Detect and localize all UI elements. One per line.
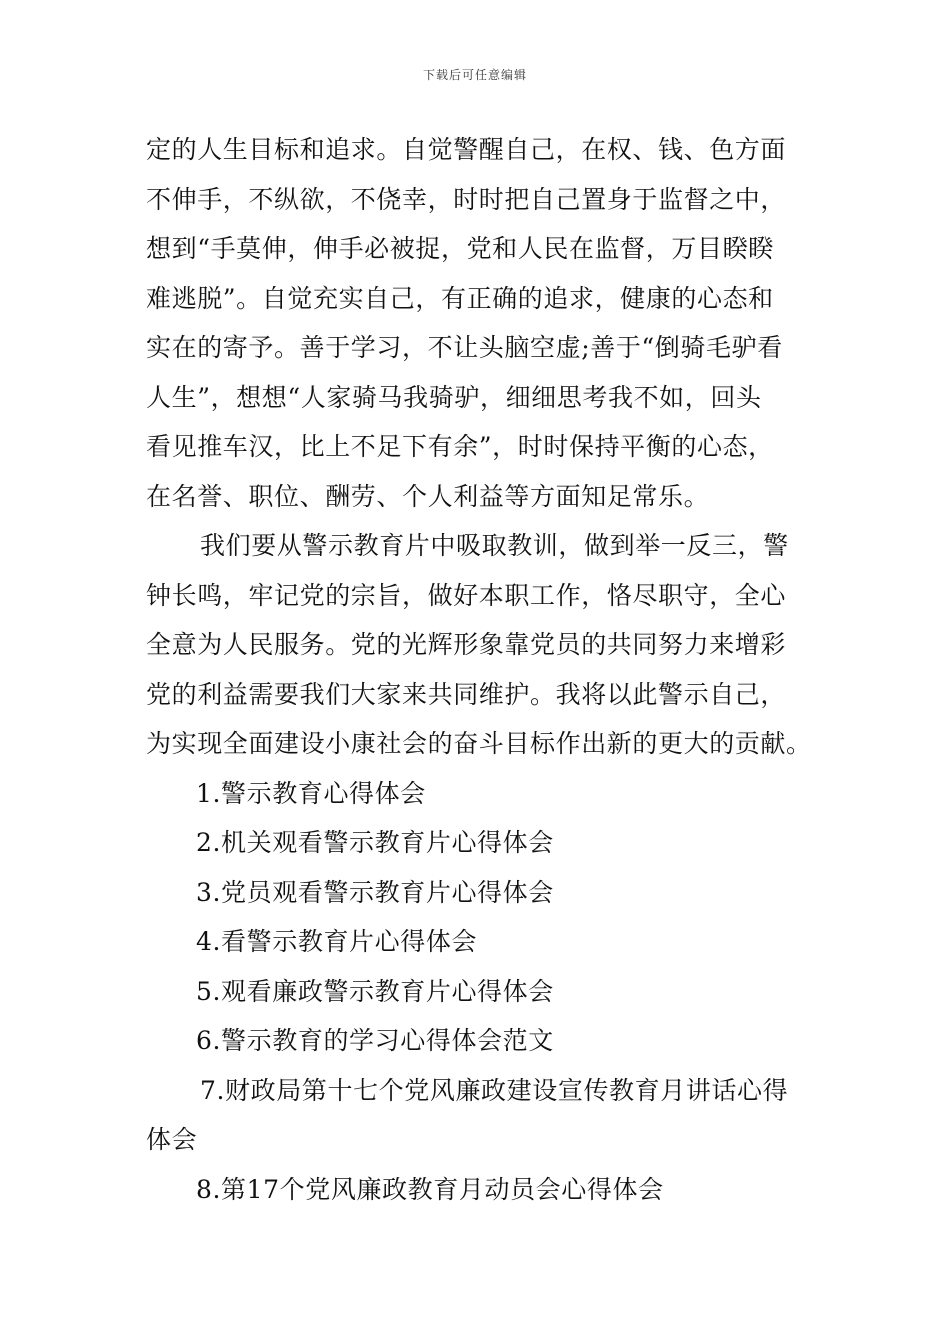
list-item: 2.机关观看警示教育片心得体会 — [196, 828, 554, 857]
paragraph-line: 定的人生目标和追求。自觉警醒自己，在权、钱、色方面 — [146, 135, 787, 164]
document-body — [146, 125, 810, 1214]
header-note: 下载后可任意编辑 — [422, 68, 527, 82]
paragraph-line: 难逃脱”。自觉充实自己，有正确的追求，健康的心态和 — [146, 283, 774, 313]
paragraph-1 — [146, 125, 810, 521]
list-item: 8.第17个党风廉政教育月动员会心得体会 — [196, 1174, 664, 1204]
paragraph-line: 想到“手莫伸，伸手必被捉，党和人民在监督，万目睽睽 — [146, 234, 774, 263]
paragraph-line: 钟长鸣，牢记党的宗旨，做好本职工作，恪尽职守，全心 — [146, 580, 787, 610]
list-item: 6.警示教育的学习心得体会范文 — [196, 1026, 554, 1055]
paragraph-line: 全意为人民服务。党的光辉形象靠党员的共同努力来增彩 — [146, 630, 787, 659]
paragraph-line: 党的利益需要我们大家来共同维护。我将以此警示自己， — [146, 679, 787, 709]
paragraph-line: 实在的寄予。善于学习，不让头脑空虚;善于“倒骑毛驴看 — [146, 333, 783, 362]
paragraph-2 — [146, 521, 810, 769]
list-item: 5.观看廉政警示教育片心得体会 — [196, 976, 554, 1006]
list-item: 3.党员观看警示教育片心得体会 — [196, 877, 554, 907]
paragraph-line: 不伸手，不纵欲，不侥幸，时时把自己置身于监督之中， — [146, 184, 787, 214]
list-item: 4.看警示教育片心得体会 — [196, 927, 478, 956]
list-item-continuation: 体会 — [146, 1125, 198, 1154]
paragraph-line: 我们要从警示教育片中吸取教训，做到举一反三，警 — [200, 531, 789, 560]
related-list — [146, 769, 810, 1215]
list-item: 7.财政局第十七个党风廉政建设宣传教育月讲话心得 — [200, 1075, 789, 1105]
paragraph-line: 人生”，想想“人家骑马我骑驴，细细思考我不如，回头 — [146, 382, 762, 412]
paragraph-line: 在名誉、职位、酬劳、个人利益等方面知足常乐。 — [146, 481, 710, 511]
list-item: 1.警示教育心得体会 — [196, 778, 426, 808]
paragraph-line: 看见推车汉，比上不足下有余”，时时保持平衡的心态， — [146, 432, 774, 461]
paragraph-line: 为实现全面建设小康社会的奋斗目标作出新的更大的贡献。 — [146, 729, 812, 758]
